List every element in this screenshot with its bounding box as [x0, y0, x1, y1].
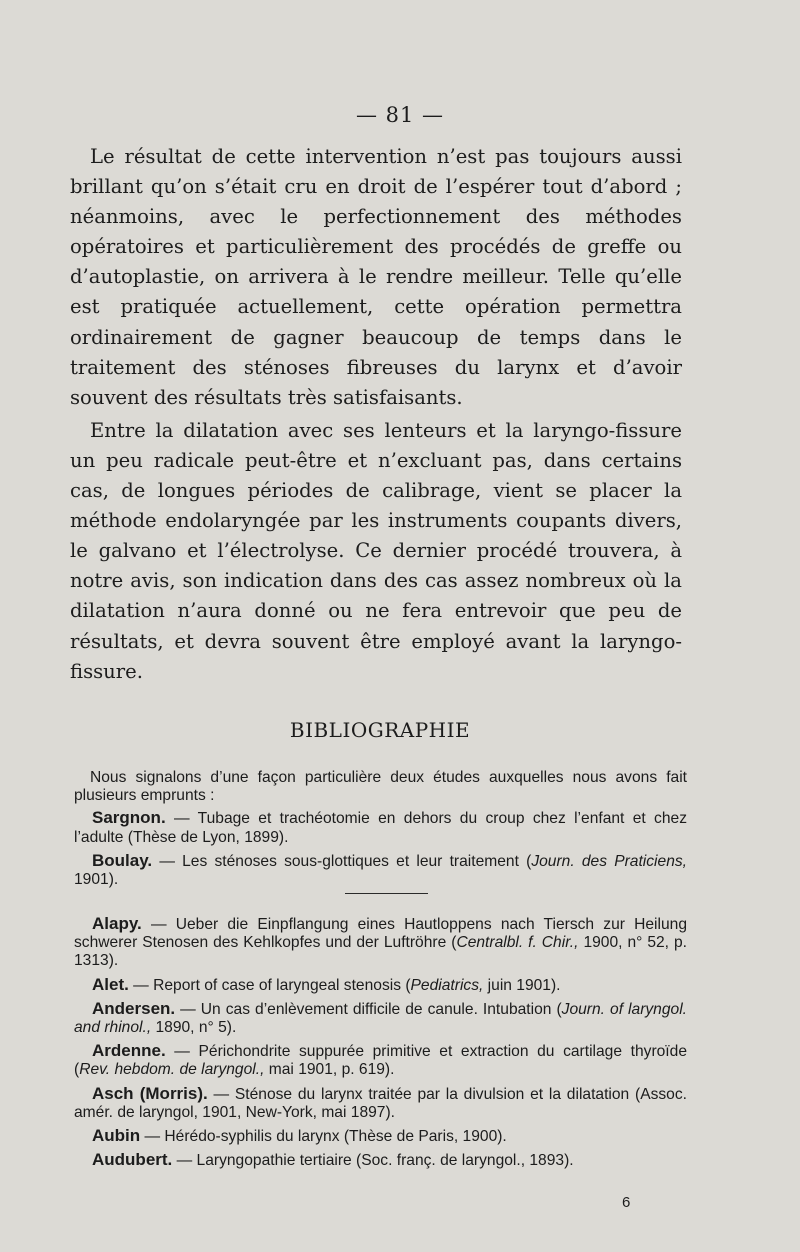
entry-author: Andersen. — [92, 998, 176, 1018]
signature-mark: 6 — [622, 1194, 631, 1211]
bibliography-entry — [74, 1151, 687, 1170]
entry-author: Sargnon. — [92, 808, 166, 828]
entry-text: — Tubage et trachéotomie en dehors du croup chez l’enfant et chez l’adulte (Thèse de Lyon, 1899). — [74, 810, 687, 846]
body-text — [70, 142, 682, 687]
bibliography-entry — [74, 1127, 687, 1146]
entry-text: — Ueber die Einpflangung eines Hautloppens nach Tiersch zur Heilung schwerer Stenosen des Kehlkopfes und der Luftröhre ( — [74, 916, 687, 952]
bibliography-entry — [74, 809, 687, 846]
entry-author: Boulay. — [92, 850, 153, 870]
entry-text: — Les sténoses sous-glottiques et leur traitement ( — [152, 852, 532, 870]
entry-text: — Périchondrite suppurée primitive et extraction du cartilage thyroïde ( — [74, 1043, 687, 1079]
bibliography-list — [74, 915, 687, 1175]
section-divider — [345, 893, 428, 894]
entry-text: mai 1901, p. 619). — [264, 1061, 395, 1079]
entry-text: — Laryngopathie tertiaire (Soc. franç. de laryngol., 1893). — [172, 1152, 574, 1170]
entry-text: 1900, n° 52, p. 1313). — [74, 934, 687, 970]
bibliography-entry — [74, 1085, 687, 1122]
entry-author: Ardenne. — [92, 1041, 166, 1061]
entry-author: Alet. — [92, 974, 129, 994]
entry-text: 1901). — [74, 871, 119, 889]
paragraph: Le résultat de cette intervention n’est pas toujours aussi brillant qu’on s’était cru en droit de l’espérer tout d’abord ; néanmoins, avec le perfectionnement des méthodes opératoires et particulièrement des procédés de greffe ou d’autoplastie, on arrivera à le rendre meilleur. Telle qu’elle est pratiquée actuellement, cette opération permettra ordinairement de gagner beaucoup de temps dans le traitement des sténoses fibreuses du larynx et d’avoir souvent des résultats très satisfaisants. — [70, 145, 682, 409]
entry-author: Asch (Morris). — [92, 1083, 208, 1103]
page-number: — 81 — — [355, 103, 445, 127]
bibliography-entry — [74, 1042, 687, 1079]
entry-journal: Journ. of laryngol. and rhinol., — [74, 1000, 687, 1037]
section-heading: BIBLIOGRAPHIE — [289, 718, 471, 742]
entry-text: — Un cas d’enlèvement difficile de canule. Intubation ( — [175, 1000, 562, 1018]
bibliography-featured — [74, 769, 687, 894]
bibliography-intro: Nous signalons d’une façon particulière deux études auxquelles nous avons fait plusieurs emprunts : — [74, 769, 687, 805]
entry-text: — Sténose du larynx traitée par la divulsion et la dilatation (Assoc. amér. de laryngol, 1901, New-York, mai 1897). — [74, 1085, 687, 1121]
bibliography-entry — [74, 976, 687, 995]
entry-journal: Journ. des Praticiens, — [531, 852, 687, 870]
entry-text: juin 1901). — [483, 976, 561, 994]
entry-text: — Hérédo-syphilis du larynx (Thèse de Paris, 1900). — [140, 1128, 507, 1146]
entry-author: Audubert. — [92, 1150, 173, 1170]
entry-author: Alapy. — [92, 914, 142, 933]
bibliography-entry — [74, 852, 687, 889]
bibliography-entry — [74, 1000, 687, 1037]
entry-journal: Rev. hebdom. de laryngol., — [79, 1061, 265, 1079]
entry-journal: Centralbl. f. Chir., — [456, 934, 579, 952]
bibliography-entry — [74, 915, 687, 971]
entry-journal: Pediatrics, — [410, 976, 484, 994]
entry-author: Aubin — [92, 1126, 141, 1146]
entry-text: 1890, n° 5). — [151, 1019, 237, 1037]
paragraph: Entre la dilatation avec ses lenteurs et la laryngo-fissure un peu radicale peut-être et n’excluant pas, dans certains cas, de longues périodes de calibrage, vient se placer la méthode endolaryngée par les instruments coupants divers, le galvano et l’électrolyse. Ce dernier procédé trouvera, à notre avis, son indication dans des cas assez nombreux où la dilatation n’aura donné ou ne fera entrevoir que peu de résultats, et devra souvent être employé avant la laryngo-fissure. — [70, 418, 682, 683]
entry-text: — Report of case of laryngeal stenosis ( — [128, 976, 411, 994]
